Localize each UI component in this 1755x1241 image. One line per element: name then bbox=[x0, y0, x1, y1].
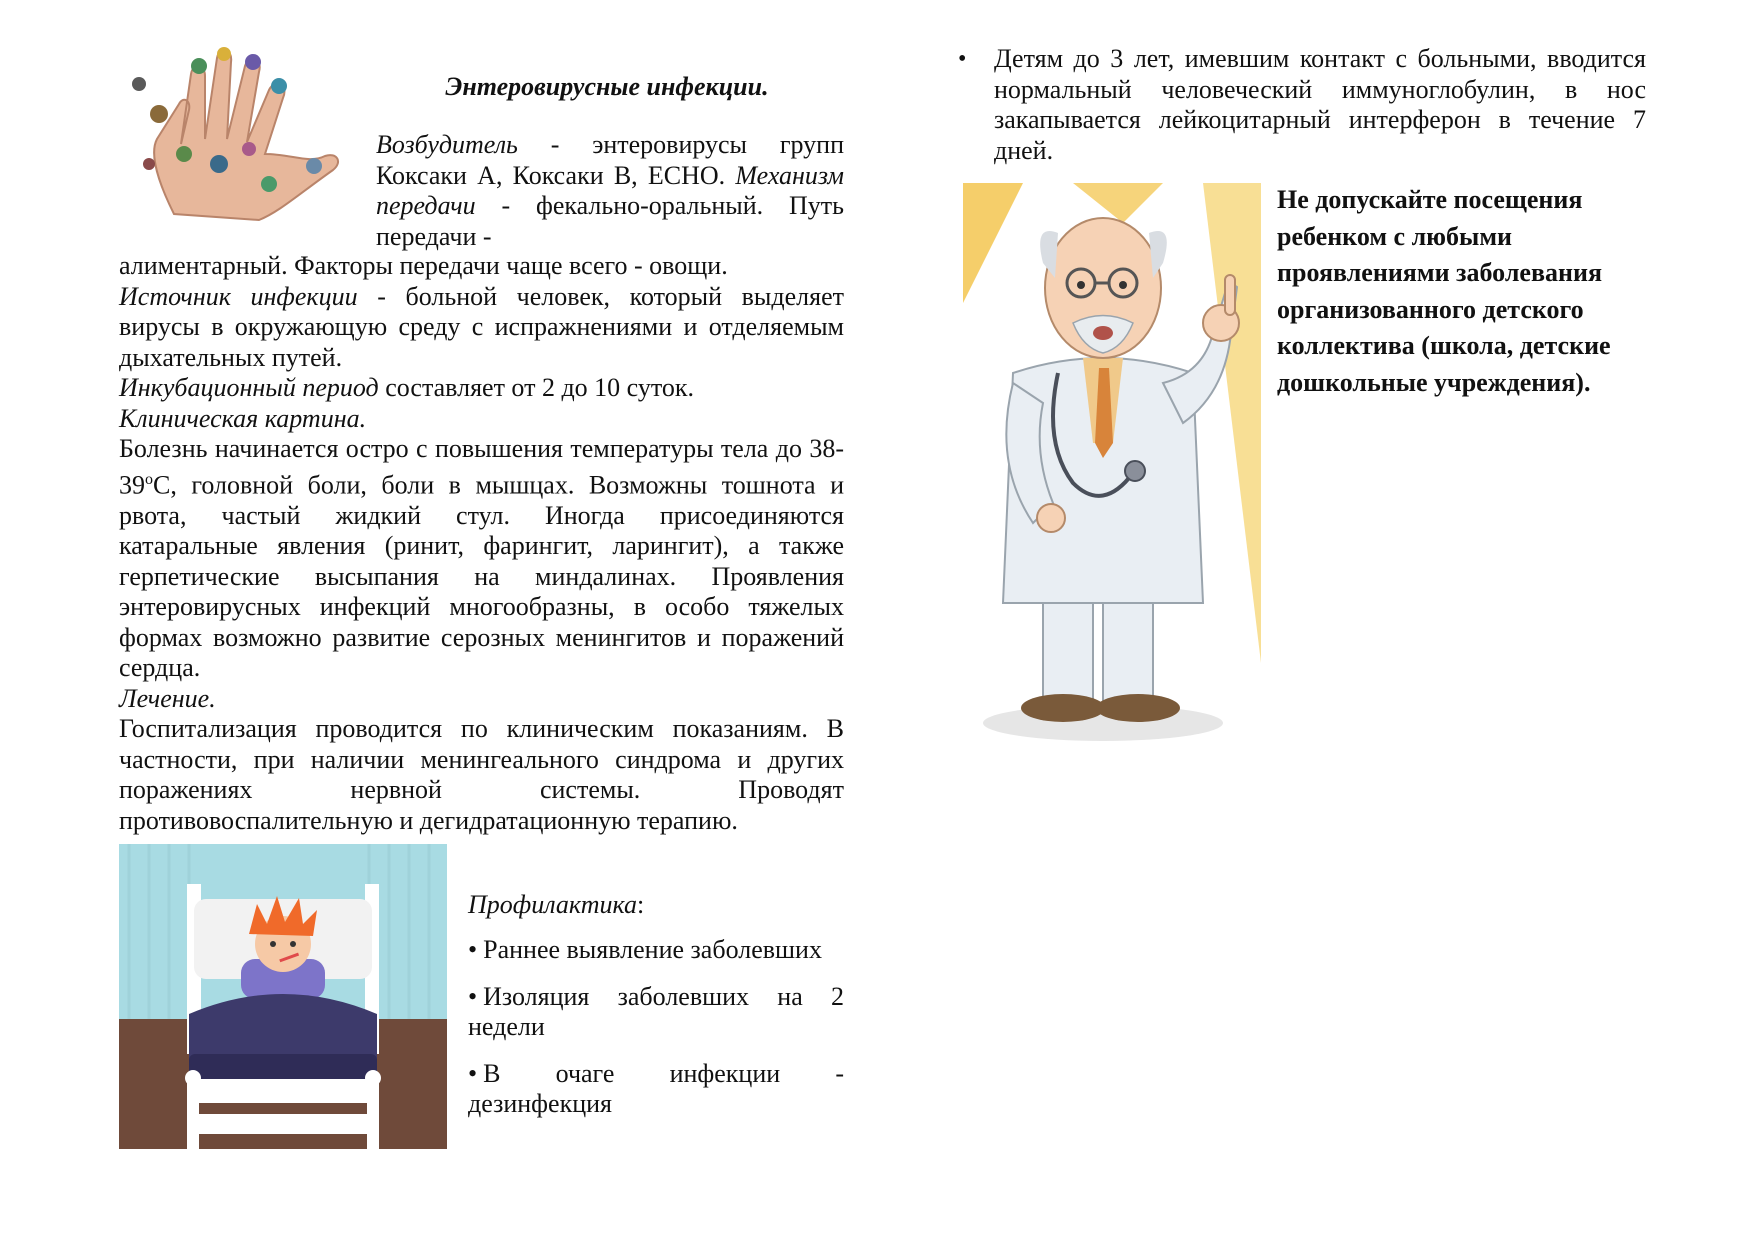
route-continuation: алиментарный. Факторы передачи чаще всего - овощи. bbox=[119, 251, 728, 280]
prophylaxis-colon: : bbox=[637, 890, 645, 919]
source-label: Источник инфекции bbox=[119, 281, 358, 311]
prophylaxis-label: Профилактика bbox=[468, 890, 637, 919]
sick-child-image bbox=[119, 844, 447, 1149]
bullet-icon: • bbox=[468, 1058, 478, 1088]
list-item bbox=[468, 982, 844, 1043]
degree-sign: о bbox=[145, 470, 153, 488]
clinical-label: Клиническая картина. bbox=[119, 403, 367, 433]
pathogen-text: - энтеровирусы групп Коксаки А, Коксаки В, ЕСНО. bbox=[376, 130, 844, 190]
clinical-text-1: Болезнь начинается остро с повышения температуры тела до 38-39 bbox=[119, 434, 844, 500]
list-item bbox=[468, 935, 844, 966]
incubation-text: составляет от 2 до 10 суток. bbox=[378, 373, 695, 402]
mechanism-label: Механизм передачи bbox=[376, 160, 845, 220]
list-item-text: В очаге инфекции - дезинфекция bbox=[468, 1058, 844, 1118]
source-text: - больной человек, который выделяет вирусы в окружающую среду с испражнениями и отделяемым дыхательных путей. bbox=[119, 281, 845, 372]
pathogen-label: Возбудитель bbox=[376, 130, 518, 159]
children-paragraph: Детям до 3 лет, имевшим контакт с больными, вводится нормальный человеческий иммуноглобулин, в нос закапывается лейкоцитарный интерферон в течение 7 дней. bbox=[994, 44, 1646, 165]
prophylaxis-title bbox=[468, 890, 644, 920]
treatment-text: Госпитализация проводится по клиническим показаниям. В частности, при наличии менингеального синдрома и других поражениях нервной системы. Проводят противовоспалительную и дегидратационную терапию. bbox=[119, 714, 844, 835]
doctor-image bbox=[963, 183, 1261, 748]
prophylaxis-list bbox=[468, 935, 844, 1136]
treatment-label: Лечение. bbox=[119, 683, 216, 713]
main-paragraph bbox=[119, 251, 844, 836]
mechanism-text: - фекально-оральный. Путь передачи - bbox=[376, 191, 844, 251]
clinical-text-2: С, головной боли, боли в мышцах. Возможны тошнота и рвота, частый жидкий стул. Иногда присоединяются катаральные явления (ринит, фарингит, ларингит), а также герпетические высыпания на миндалинах. Проявления энтеровирусных инфекций многообразны, в особо тяжелых формах возможно развитие серозных менингитов и поражений сердца. bbox=[119, 470, 844, 683]
hand-microbes-image bbox=[119, 44, 353, 224]
bullet-icon: • bbox=[958, 46, 967, 72]
list-item bbox=[468, 1059, 844, 1120]
page-title: Энтеровирусные инфекции. bbox=[445, 72, 769, 101]
bullet-icon: • bbox=[468, 935, 478, 964]
list-item-text: Изоляция заболевших на 2 недели bbox=[468, 981, 844, 1041]
bullet-icon: • bbox=[468, 981, 478, 1011]
incubation-label: Инкубационный период bbox=[119, 373, 379, 402]
intro-paragraph bbox=[376, 130, 844, 252]
warning-text: Не допускайте посещения ребенком с любыми проявлениями заболевания организованного детского коллектива (школа, детские дошкольные учреждения). bbox=[1277, 185, 1611, 397]
list-item-text: Раннее выявление заболевших bbox=[483, 935, 822, 964]
